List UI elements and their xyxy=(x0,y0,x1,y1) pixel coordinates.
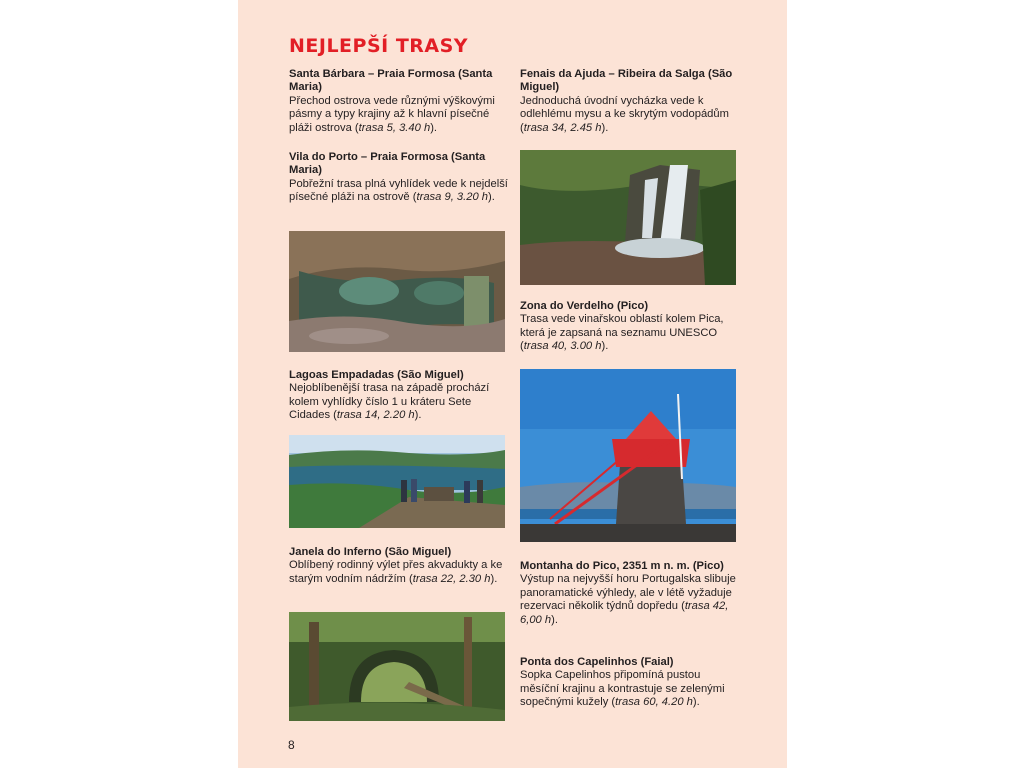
route-title: Montanha do Pico, 2351 m n. m. (Pico) xyxy=(520,560,724,572)
route-entry-vila-do-porto: Vila do Porto – Praia Formosa (Santa Maria) Pobřežní trasa plná vyhlídek vede k nejdelší písečné pláži na ostrově (trasa 9, 3.20 h). xyxy=(289,151,511,205)
route-entry-zona-do-verdelho: Zona do Verdelho (Pico) Trasa vede vinařskou oblastí kolem Pica, která je zapsaná na seznamu UNESCO (trasa 40, 3.00 h). xyxy=(520,300,742,354)
route-entry-lagoas-empadadas: Lagoas Empadadas (São Miguel) Nejoblíbenější trasa na západě prochází kolem vyhlídky číslo 1 u kráteru Sete Cidades (trasa 14, 2.20 h). xyxy=(289,369,511,423)
route-ref: trasa 22, 2.30 h xyxy=(412,572,491,585)
photo-viewpoint-lake xyxy=(289,435,505,528)
route-desc: Sopka Capelinhos připomíná pustou měsíční krajinu a kontrastuje se zelenými sopečnými kužely xyxy=(520,669,725,709)
route-title: Lagoas Empadadas (São Miguel) xyxy=(289,369,464,381)
route-ref: trasa 42, 6,00 h xyxy=(520,600,729,626)
route-ref: trasa 9, 3.20 h xyxy=(416,191,489,204)
photo-waterfall xyxy=(520,150,736,285)
page-number: 8 xyxy=(288,738,295,752)
route-ref: trasa 60, 4.20 h xyxy=(615,696,693,709)
photo-forest-arch xyxy=(289,612,505,721)
route-entry-janela-do-inferno: Janela do Inferno (São Miguel) Oblíbený rodinný výlet přes akvadukty a ke starým vodním nádržím (trasa 22, 2.30 h). xyxy=(289,546,511,586)
route-entry-ponta-dos-capelinhos: Ponta dos Capelinhos (Faial) Sopka Capelinhos připomíná pustou měsíční krajinu a kontrastuje se zelenými sopečnými kužely (trasa 60, 4.20 h). xyxy=(520,656,742,710)
route-title: Zona do Verdelho (Pico) xyxy=(520,300,649,312)
route-desc: Přechod ostrova vede různými výškovými pásmy a typy krajiny až k hlavní písečné pláži ostrova xyxy=(289,94,495,134)
route-title: Ponta dos Capelinhos (Faial) xyxy=(520,656,674,668)
route-desc: Oblíbený rodinný výlet přes akvadukty a ke starým vodním nádržím xyxy=(289,559,503,585)
route-entry-montanha-do-pico: Montanha do Pico, 2351 m n. m. (Pico) Výstup na nejvyšší horu Portugalska slibuje panoramatické výhledy, ale v létě vyžaduje rezervaci několik týdnů dopředu (trasa 42, 6,00 h). xyxy=(520,560,742,627)
route-desc: Nejoblíbenější trasa na západě prochází kolem vyhlídky číslo 1 u kráteru Sete Cidades xyxy=(289,382,490,422)
route-ref: trasa 5, 3.40 h xyxy=(358,121,431,134)
route-title: Vila do Porto – Praia Formosa (Santa Maria) xyxy=(289,151,486,177)
route-entry-santa-barbara: Santa Bárbara – Praia Formosa (Santa Maria) Přechod ostrova vede různými výškovými pásmy a typy krajiny až k hlavní písečné pláži ostrova (trasa 5, 3.40 h). xyxy=(289,68,511,135)
route-desc: Pobřežní trasa plná vyhlídek vede k nejdelší písečné pláži na ostrově xyxy=(289,177,508,204)
route-desc: Jednoduchá úvodní vycházka vede k odlehlému mysu a ke skrytým vodopádům xyxy=(520,94,729,121)
photo-red-windmill xyxy=(520,369,736,542)
photo-cave xyxy=(289,231,505,352)
route-title: Fenais da Ajuda – Ribeira da Salga (São Miguel) xyxy=(520,68,733,94)
route-entry-fenais-da-ajuda: Fenais da Ajuda – Ribeira da Salga (São Miguel) Jednoduchá úvodní vycházka vede k odlehlému mysu a ke skrytým vodopádům (trasa 34, 2.45 h). xyxy=(520,68,742,135)
route-ref: trasa 34, 2.45 h xyxy=(523,121,602,134)
route-ref: trasa 40, 3.00 h xyxy=(523,340,602,353)
route-ref: trasa 14, 2.20 h xyxy=(336,409,415,422)
page-heading: NEJLEPŠÍ TRASY xyxy=(289,35,469,57)
route-desc: Trasa vede vinařskou oblastí kolem Pica, která je zapsaná na seznamu UNESCO xyxy=(520,313,724,339)
route-desc: Výstup na nejvyšší horu Portugalska slibuje panoramatické výhledy, ale v létě vyžaduje rezervaci několik týdnů dopředu xyxy=(520,573,736,613)
route-title: Janela do Inferno (São Miguel) xyxy=(289,546,452,558)
route-title: Santa Bárbara – Praia Formosa (Santa Maria) xyxy=(289,68,493,94)
